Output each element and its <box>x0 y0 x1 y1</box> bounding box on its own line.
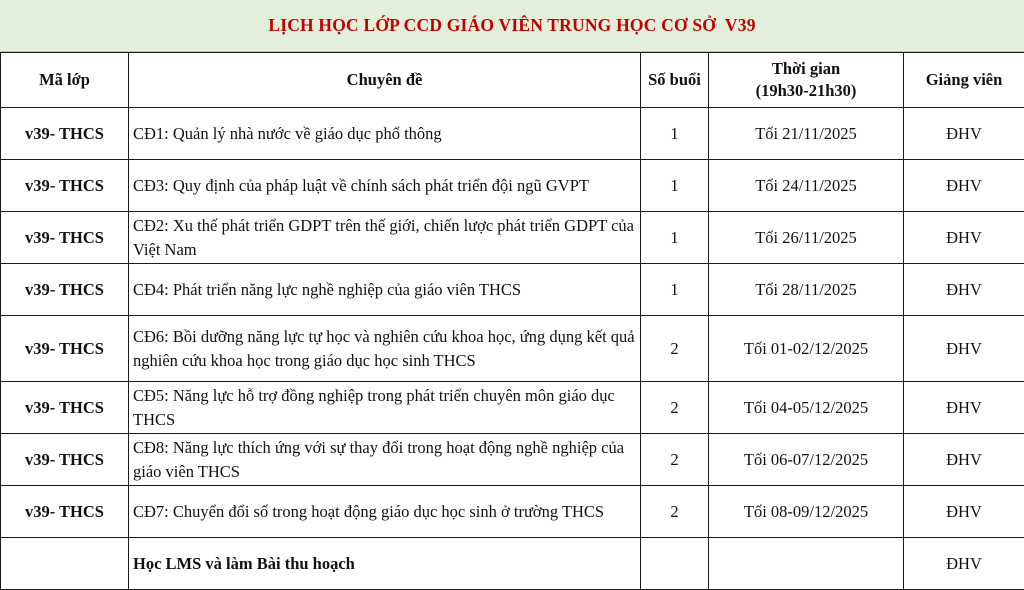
time-cell: Tối 24/11/2025 <box>709 160 904 212</box>
time-cell <box>709 538 904 590</box>
time-cell: Tối 01-02/12/2025 <box>709 316 904 382</box>
sessions-cell <box>641 538 709 590</box>
topic-cell: CĐ4: Phát triển năng lực nghề nghiệp của giáo viên THCS <box>129 264 641 316</box>
class-code-cell: v39- THCS <box>1 486 129 538</box>
lecturer-cell: ĐHV <box>904 264 1024 316</box>
header-lecturer: Giảng viên <box>904 53 1024 108</box>
header-time-label: Thời gian <box>709 58 903 80</box>
lecturer-cell: ĐHV <box>904 316 1024 382</box>
topic-cell: CĐ8: Năng lực thích ứng với sự thay đổi trong hoạt động nghề nghiệp của giáo viên THCS <box>129 434 641 486</box>
table-row-final <box>1 538 1024 590</box>
lecturer-cell: ĐHV <box>904 434 1024 486</box>
lecturer-cell: ĐHV <box>904 108 1024 160</box>
header-row <box>1 53 1024 108</box>
page-title: LỊCH HỌC LỚP CCD GIÁO VIÊN TRUNG HỌC CƠ SỞ V39 <box>268 15 755 36</box>
class-code-cell: v39- THCS <box>1 264 129 316</box>
lecturer-cell: ĐHV <box>904 538 1024 590</box>
sessions-cell: 1 <box>641 160 709 212</box>
lecturer-cell: ĐHV <box>904 382 1024 434</box>
class-code-cell: v39- THCS <box>1 316 129 382</box>
time-cell: Tối 08-09/12/2025 <box>709 486 904 538</box>
time-cell: Tối 28/11/2025 <box>709 264 904 316</box>
time-cell: Tối 26/11/2025 <box>709 212 904 264</box>
sessions-cell: 1 <box>641 108 709 160</box>
sessions-cell: 2 <box>641 316 709 382</box>
table-row <box>1 316 1024 382</box>
topic-cell: CĐ3: Quy định của pháp luật về chính sách phát triển đội ngũ GVPT <box>129 160 641 212</box>
topic-cell: CĐ6: Bồi dưỡng năng lực tự học và nghiên cứu khoa học, ứng dụng kết quả nghiên cứu khoa học trong giáo dục học sinh THCS <box>129 316 641 382</box>
lecturer-cell: ĐHV <box>904 212 1024 264</box>
class-code-cell: v39- THCS <box>1 382 129 434</box>
class-code-cell <box>1 538 129 590</box>
header-time <box>709 53 904 108</box>
table-row <box>1 160 1024 212</box>
table-row <box>1 108 1024 160</box>
time-cell: Tối 06-07/12/2025 <box>709 434 904 486</box>
header-class-code: Mã lớp <box>1 53 129 108</box>
sessions-cell: 1 <box>641 212 709 264</box>
topic-cell: CĐ5: Năng lực hỗ trợ đồng nghiệp trong phát triển chuyên môn giáo dục THCS <box>129 382 641 434</box>
header-time-hours: (19h30-21h30) <box>709 80 903 102</box>
table-row <box>1 382 1024 434</box>
lecturer-cell: ĐHV <box>904 486 1024 538</box>
class-code-cell: v39- THCS <box>1 108 129 160</box>
sessions-cell: 2 <box>641 486 709 538</box>
topic-cell: CĐ1: Quản lý nhà nước về giáo dục phổ thông <box>129 108 641 160</box>
header-sessions: Số buổi <box>641 53 709 108</box>
topic-cell: CĐ7: Chuyển đổi số trong hoạt động giáo dục học sinh ở trường THCS <box>129 486 641 538</box>
table-row <box>1 434 1024 486</box>
header-topic: Chuyên đề <box>129 53 641 108</box>
table-row <box>1 264 1024 316</box>
schedule-table <box>0 52 1024 590</box>
topic-cell: CĐ2: Xu thế phát triển GDPT trên thế giới, chiến lược phát triển GDPT của Việt Nam <box>129 212 641 264</box>
lecturer-cell: ĐHV <box>904 160 1024 212</box>
class-code-cell: v39- THCS <box>1 212 129 264</box>
table-row <box>1 212 1024 264</box>
sessions-cell: 1 <box>641 264 709 316</box>
time-cell: Tối 04-05/12/2025 <box>709 382 904 434</box>
sessions-cell: 2 <box>641 434 709 486</box>
title-bar <box>0 0 1024 52</box>
class-code-cell: v39- THCS <box>1 160 129 212</box>
time-cell: Tối 21/11/2025 <box>709 108 904 160</box>
class-code-cell: v39- THCS <box>1 434 129 486</box>
table-row <box>1 486 1024 538</box>
sessions-cell: 2 <box>641 382 709 434</box>
topic-cell: Học LMS và làm Bài thu hoạch <box>129 538 641 590</box>
